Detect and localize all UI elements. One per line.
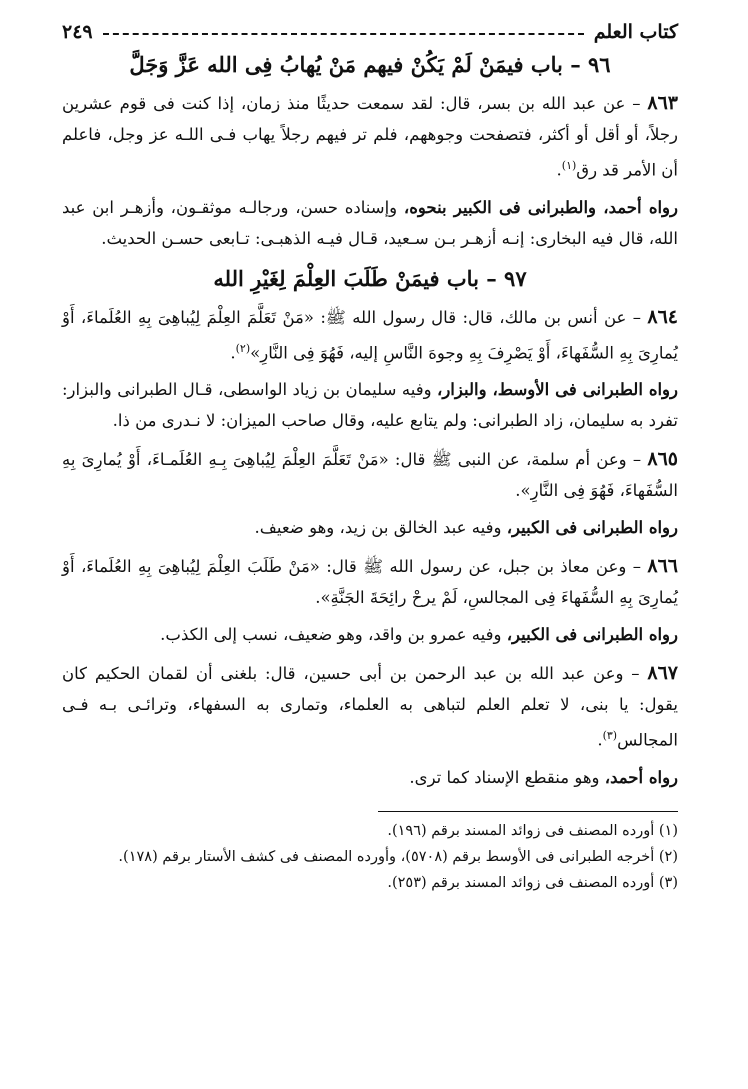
entry-864 (62, 302, 678, 369)
entry-end: . (597, 730, 603, 750)
source-rest: وفيه عبد الخالق بن زيد، وهو ضعيف. (254, 518, 502, 537)
entry-dash: – (623, 664, 640, 683)
entry-dash: – (625, 94, 641, 113)
entry-dash: – (626, 557, 641, 576)
entry-863 (62, 88, 678, 186)
source-rest: وفيه سليمان بن زياد الواسطى، قـال الطبرانى والبزار: تفرد به سليمان، زاد الطبرانى: ولم يتابع عليه، وقال صاحب الميزان: لا نـدرى من ذا. (62, 380, 678, 430)
source-863 (62, 192, 678, 254)
source-rest: وإسناده حسن، ورجالـه موثقـون، وأزهـر ابن عبد الله، قال فيه البخارى: إنـه أزهـر بـن سـعيد، قـال فيـه الذهبـى: تـابعى حسـن الحديث. (62, 197, 678, 248)
entry-text: عن أنس بن مالك، قال: قال رسول الله ﷺ: «مَنْ تَعَلَّمَ العِلْمَ لِيُباهِىَ بِهِ العُلَماءَ، أَوْ يُمارِىَ بِهِ السُّفَهاءَ، أَوْ يَصْرِفَ بِهِ وجوهَ النَّاسِ إليه، فَهُوَ فِى النَّارِ» (62, 307, 678, 362)
source-866 (62, 619, 678, 650)
entry-text: وعن أم سلمة، عن النبى ﷺ قال: «مَنْ تَعَلَّمَ العِلْمَ لِيُباهِىَ بِـهِ العُلَمـاءَ، أَوْ يُمارِىَ بِهِ السُّفَهاءَ، فَهُوَ فِى النَّارِ». (62, 450, 678, 500)
entry-number: ٨٦٤ (647, 305, 679, 328)
source-lead: رواه أحمد، والطبرانى فى الكبير بنحوه، (403, 197, 678, 217)
source-lead: رواه الطبرانى فى الأوسط، والبزار، (437, 380, 678, 399)
footnote-ref: (١) (561, 159, 577, 172)
entry-text: وعن معاذ بن جبل، عن رسول الله ﷺ قال: «مَنْ طَلَبَ العِلْمَ لِيُباهِىَ بِهِ العُلَماءَ، أَوْ يُمارِىَ بِهِ السُّفَهاءَ فِى المجالسِ، لَمْ يرحْ رائِحَةَ الجَنَّةِ». (62, 557, 678, 607)
book-page (62, 18, 678, 1078)
source-867 (62, 762, 678, 793)
entry-end: . (230, 343, 236, 362)
source-rest: وفيه عمرو بن واقد، وهو ضعيف، نسب إلى الكذب. (160, 625, 502, 644)
entry-867 (62, 658, 678, 756)
footnote-1: (١) أورده المصنف فى زوائد المسند برقم (١٩٦). (387, 822, 678, 839)
chapter-title-96 (62, 48, 678, 82)
running-header (62, 18, 678, 46)
footnote-ref: (٣) (602, 729, 618, 742)
source-lead: رواه الطبرانى فى الكبير، (506, 518, 678, 537)
entry-number: ٨٦٧ (647, 662, 679, 684)
header-divider (103, 33, 584, 35)
entry-dash: – (626, 450, 642, 469)
chapter-heading: باب فيمَنْ طَلَبَ العِلْمَ لِغَيْرِ الله (213, 265, 479, 291)
footnote-divider (378, 811, 678, 812)
chapter-number: ٩٧ (504, 265, 527, 291)
source-rest: وهو منقطع الإسناد كما ترى. (409, 767, 600, 787)
entry-end: . (556, 160, 562, 180)
entry-number: ٨٦٣ (647, 92, 678, 114)
entry-number: ٨٦٦ (647, 555, 679, 577)
source-864 (62, 374, 678, 436)
source-865 (62, 512, 678, 543)
source-lead: رواه أحمد، (604, 767, 678, 787)
entry-text: وعن عبد الله بن عبد الرحمن بن أبى حسين، قال: بلغنى أن لقمان الحكيم كان يقول: يا بنى، لا تعلم العلم لتباهى به العلماء، وتمارى به السفهاء، وترائـى بـه فـى المجالس (62, 664, 678, 750)
page-number: ٢٤٩ (62, 21, 93, 43)
footnote-3: (٣) أورده المصنف فى زوائد المسند برقم (٢٥٣). (387, 874, 678, 891)
chapter-dash: – (478, 265, 497, 291)
entry-865 (62, 444, 678, 506)
footnote-ref: (٢) (235, 341, 251, 355)
chapter-title-97 (62, 262, 678, 296)
chapter-heading: باب فيمَنْ لَمْ يَكُنْ فيهم مَنْ يُهابُ فِى الله عَزَّ وَجَلَّ (129, 52, 563, 77)
entry-dash: – (626, 307, 641, 327)
entry-866 (62, 551, 678, 613)
chapter-number: ٩٦ (588, 52, 611, 77)
book-title: كتاب العلم (593, 21, 678, 43)
footnote-2: (٢) أخرجه الطبرانى فى الأوسط برقم (٥٧٠٨)، وأورده المصنف فى كشف الأستار برقم (١٧٨). (118, 848, 678, 865)
entry-number: ٨٦٥ (647, 448, 679, 470)
chapter-dash: – (562, 52, 581, 77)
source-lead: رواه الطبرانى فى الكبير، (506, 625, 678, 644)
entry-text: عن عبد الله بن بسر، قال: لقد سمعت حديثًا منذ زمان، إذا كنت فى قوم عشرين رجلاً، أو أقل أو أكثر، فتصفحت وجوههم، فلم تر فيهم رجلاً يهاب فـى اللـه عز وجل، فاعلم أن الأمر قد رق (62, 94, 678, 180)
